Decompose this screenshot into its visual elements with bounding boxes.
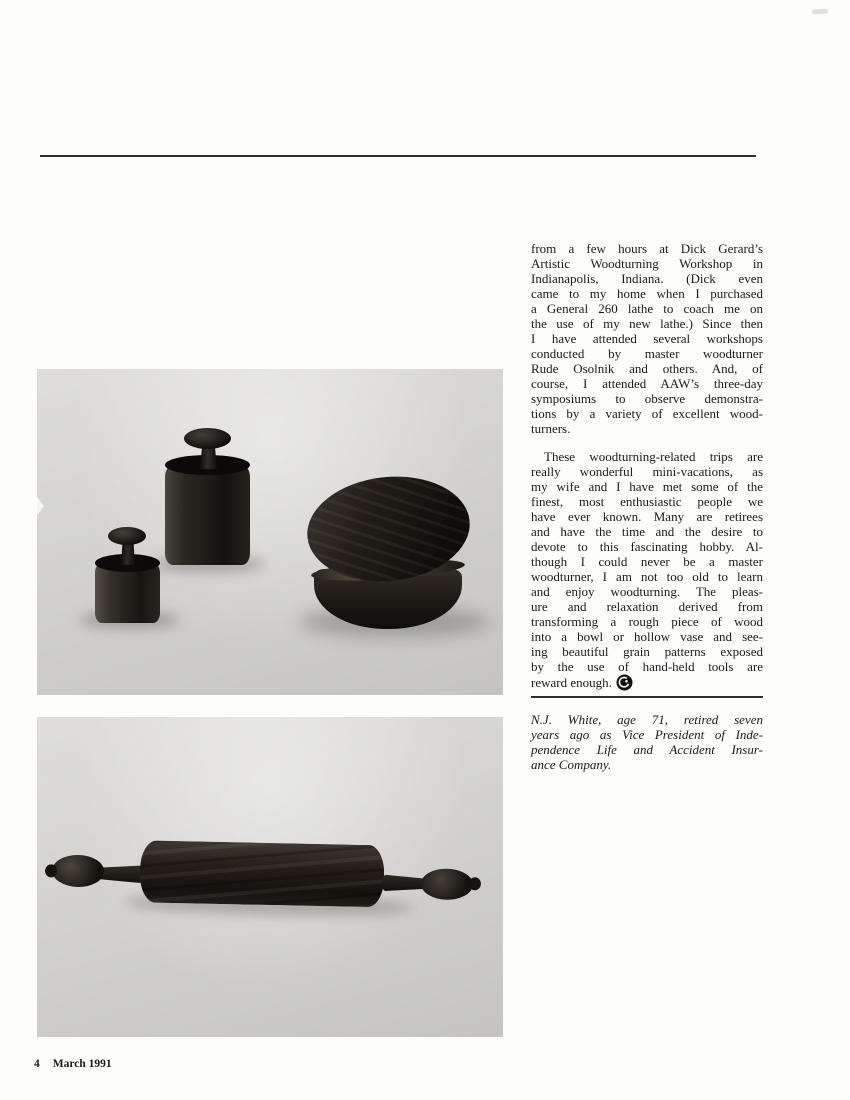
text-line: conducted by master woodturner [531, 346, 763, 361]
rolling-pin-right-tip [469, 877, 481, 890]
text-line: tions by a variety of excellent wood- [531, 406, 763, 421]
text-line: from a few hours at Dick Gerard’s [531, 241, 763, 256]
text-line: into a bowl or hollow vase and see- [531, 629, 763, 644]
article-paragraph-1 [531, 241, 763, 436]
text-line: symposiums to observe demonstra- [531, 391, 763, 406]
text-line: These woodturning-related trips are [544, 449, 763, 464]
small-canister-knob [108, 527, 146, 545]
text-line: though I could never be a master [531, 554, 763, 569]
text-line: ure and relaxation derived from [531, 599, 763, 614]
text-line: woodturner, I am not too old to learn [531, 569, 763, 584]
text-line: Rude Osolnik and others. And, of [531, 361, 763, 376]
text-line: and enjoy woodturning. The pleas- [531, 584, 763, 599]
text-line: pendence Life and Accident Insur- [531, 742, 763, 757]
text-line: my wife and I have met some of the [531, 479, 763, 494]
text-line: I have attended several workshops [531, 331, 763, 346]
medium-canister-knob [184, 428, 231, 449]
text-line: ance Company. [531, 757, 612, 772]
rolling-pin-right-stem [381, 874, 425, 892]
small-lidded-canister [95, 563, 160, 623]
issue-date: March 1991 [52, 1058, 112, 1070]
text-line: Indianapolis, Indiana. (Dick even [531, 271, 763, 286]
rolling-pin-barrel [139, 840, 384, 907]
text-line: came to my home when I purchased [531, 286, 763, 301]
article-paragraph-2 [531, 449, 763, 674]
text-line: N.J. White, age 71, retired seven [531, 712, 763, 727]
text-line: Artistic Woodturning Workshop in [531, 256, 763, 271]
text-line: a General 260 lathe to coach me on [531, 301, 763, 316]
text-line: the use of my new lathe.) Since then [531, 316, 763, 331]
article-column [531, 241, 763, 772]
author-byline [531, 712, 763, 772]
text-line: ing beautiful grain patterns exposed [531, 644, 763, 659]
text-line: and have the time and the desire to [531, 524, 763, 539]
page-number: 4 [34, 1058, 40, 1070]
medium-lidded-canister [165, 465, 250, 565]
rolling-pin-left-stem [99, 864, 145, 883]
text-line: finest, most enthusiastic people we [531, 494, 763, 509]
photo-turned-containers [37, 369, 503, 695]
text-line: transforming a rough piece of wood [531, 614, 763, 629]
text-line: years ago as Vice President of Inde- [531, 727, 763, 742]
article-last-line [531, 674, 763, 691]
end-of-article-icon [616, 674, 633, 691]
text-line: by the use of hand-held tools are [531, 659, 763, 674]
text-line: really wonderful mini-vacations, as [531, 464, 763, 479]
text-line: have ever known. Many are retirees [531, 509, 763, 524]
photo-rolling-pin [37, 717, 503, 1037]
rolling-pin-right-handle [421, 868, 474, 900]
text-line: devote to this fascinating hobby. Al- [531, 539, 763, 554]
text-line: turners. [531, 421, 571, 436]
rolling-pin-left-handle [52, 854, 105, 887]
rolling-pin [37, 717, 503, 1037]
byline-divider-rule [531, 696, 763, 698]
scan-artifact [812, 8, 828, 14]
top-rule [40, 155, 756, 157]
article-last-line-text: reward enough. [531, 675, 612, 690]
page-footer [34, 1058, 112, 1070]
scan-notch [37, 494, 44, 518]
text-line: course, I attended AAW’s three-day [531, 376, 763, 391]
